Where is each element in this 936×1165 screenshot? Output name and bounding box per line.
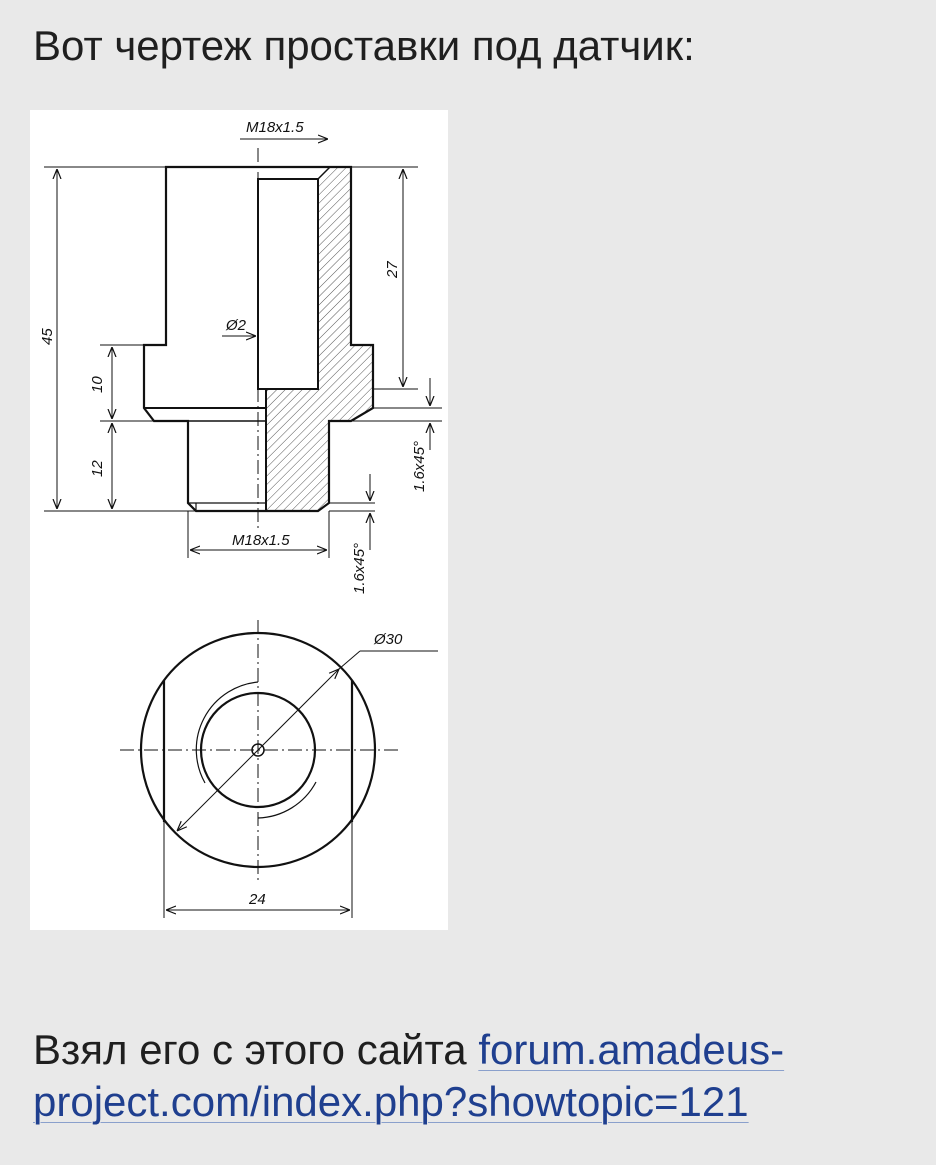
thread-bottom-label: M18x1.5	[232, 532, 290, 549]
dim-27-label: 27	[384, 261, 401, 278]
message-footer	[33, 1024, 913, 1128]
dim-12-label: 12	[89, 460, 106, 477]
thread-top-label: M18x1.5	[246, 119, 304, 136]
section-view	[144, 148, 373, 530]
dim-10-label: 10	[89, 376, 106, 393]
technical-drawing-image[interactable]	[30, 110, 448, 930]
source-link[interactable]: forum.amadeus-project.com/index.php?showtopic=121	[33, 1026, 785, 1125]
chamfer-bottom-label: 1.6x45°	[351, 542, 368, 594]
end-view	[120, 620, 398, 880]
message-heading: Вот чертеж проставки под датчик:	[33, 22, 695, 69]
hole-diameter-label: Ø2	[226, 317, 247, 334]
end-view-dimensions	[164, 651, 438, 918]
section-dimensions	[44, 139, 442, 558]
outer-diameter-label: Ø30	[374, 631, 403, 648]
footer-text: Взял его с этого сайта	[33, 1026, 479, 1073]
dim-45-label: 45	[39, 328, 56, 345]
flat-width-label: 24	[249, 891, 266, 908]
chamfer-right-label: 1.6x45°	[411, 440, 428, 492]
